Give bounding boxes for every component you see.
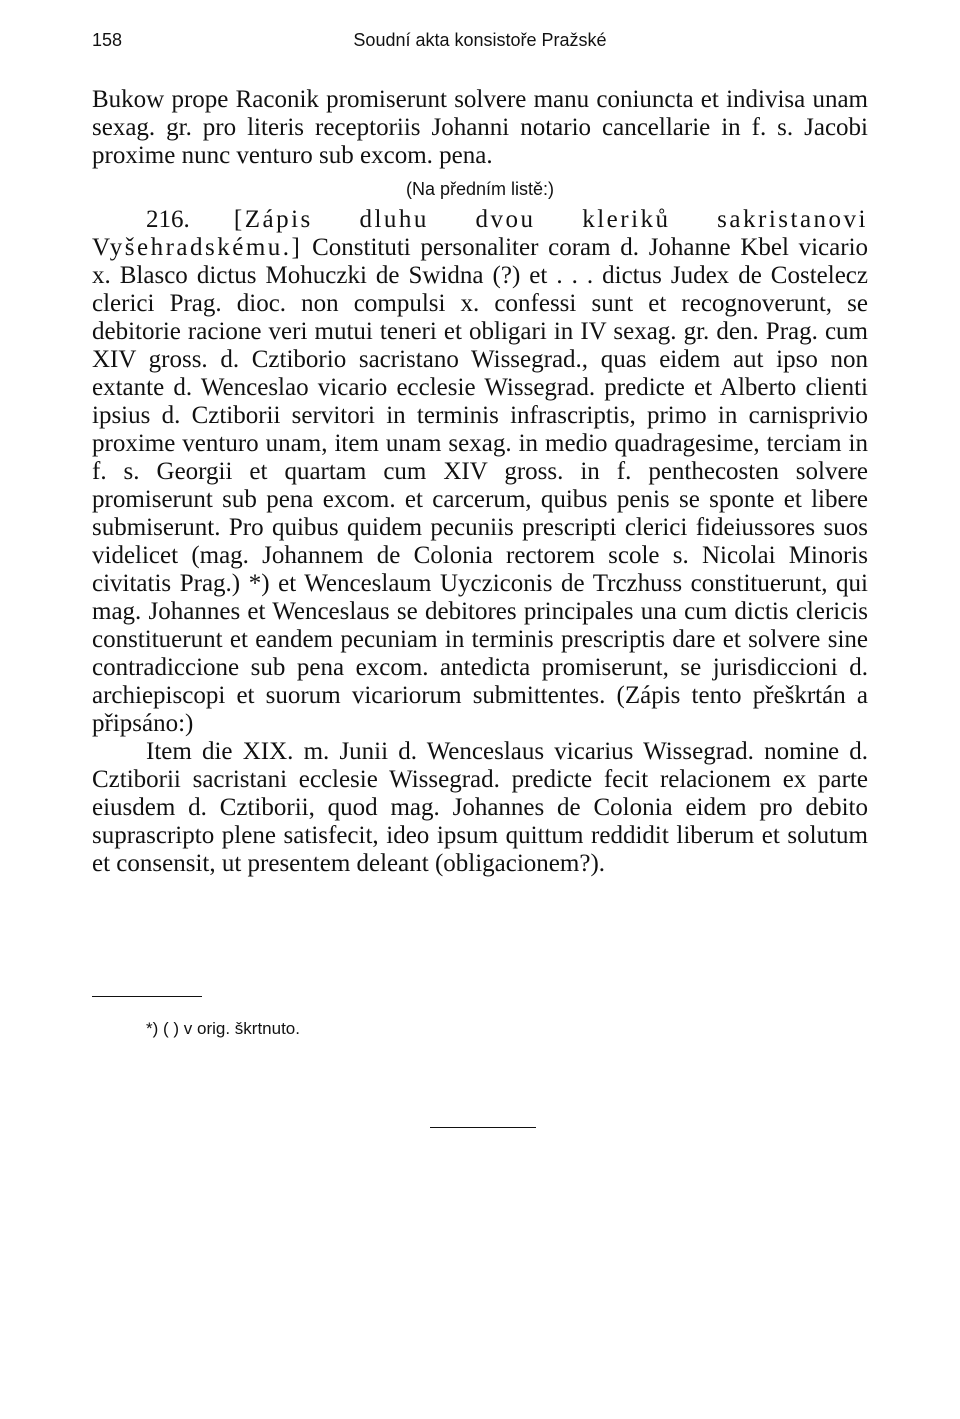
page-body (92, 86, 868, 878)
entry-paragraph (92, 206, 868, 738)
paragraph-continuation: Bukow prope Raconik promiserunt solvere manu coniuncta et indivisa unam sexag. gr. pro literis receptoriis Johanni notario cancellarie in f. s. Jacobi proxime nunc venturo sub excom. pena. (92, 86, 868, 169)
entry-heading: [Zápis dluhu dvou kleriků sakristanovi Vyšehradskému.] (92, 206, 868, 261)
paragraph-annotation: Item die XIX. m. Junii d. Wenceslaus vicarius Wissegrad. nomine d. Cztiborii sacristani ecclesie Wissegrad. predicte fecit relacionem ex parte eiusdem d. Cztiborii, quod mag. Johannes de Colonia eidem pro debito suprascripto plene satisfecit, ideo ipsum quittum reddidit liberum et solutum et consensit, ut presentem deleant (obligacionem?). (92, 738, 868, 877)
page-header (92, 30, 868, 56)
sub-note: (Na předním listě:) (405, 179, 555, 199)
running-title: Soudní akta konsistoře Pražské (353, 30, 607, 50)
page-end-divider (430, 1127, 536, 1128)
page-number: 158 (92, 30, 123, 50)
footnote-divider (92, 996, 202, 997)
entry-number: 216. (146, 206, 190, 233)
entry-text: Constituti personaliter coram d. Johanne Kbel vicario x. Blasco dictus Mohuczki de Swidna (?) et . . . dictus Judex de Costelecz clerici Prag. dioc. non compulsi x. confessi sunt et recognoverunt, se debitorie racione veri mutui teneri et obligari in IV sexag. gr. den. Prag. cum XIV gross. d. Cztiborio sacristano Wissegrad., quas eidem aut ipso non extante d. Wenceslao vicario ecclesie Wissegrad. predicte et Alberto clienti ipsius d. Cztiborii servitori in terminis infrascriptis, primo in carnisprivio proxime venturo unam, item unam sexag. in medio quadragesime, terciam in f. s. Georgii et quartam cum XIV gross. in f. penthecosten solvere promiserunt sub pena excom. et carcerum, quibus penis se sponte et libere submiserunt. Pro quibus quidem pecuniis prescripti clerici fideiussores suos videlicet (mag. Johannem de Colonia rectorem scole s. Nicolai Minoris civitatis Prag.) *) et Wenceslaum Uycziconis de Trczhuss constituerunt, qui mag. Johannes et Wenceslaus se debitores principales una cum dictis clericis constituerunt et eandem pecuniam in terminis prescriptis dare et solvere sine contradiccione sub pena excom. antedicta promiserunt, se jurisdiccioni d. archiepiscopi et suorum vicariorum submittentes. (Zápis tento přeškrtán a připsáno:) (92, 234, 869, 737)
footnote: *) ( ) v orig. škrtnuto. (146, 1019, 300, 1038)
